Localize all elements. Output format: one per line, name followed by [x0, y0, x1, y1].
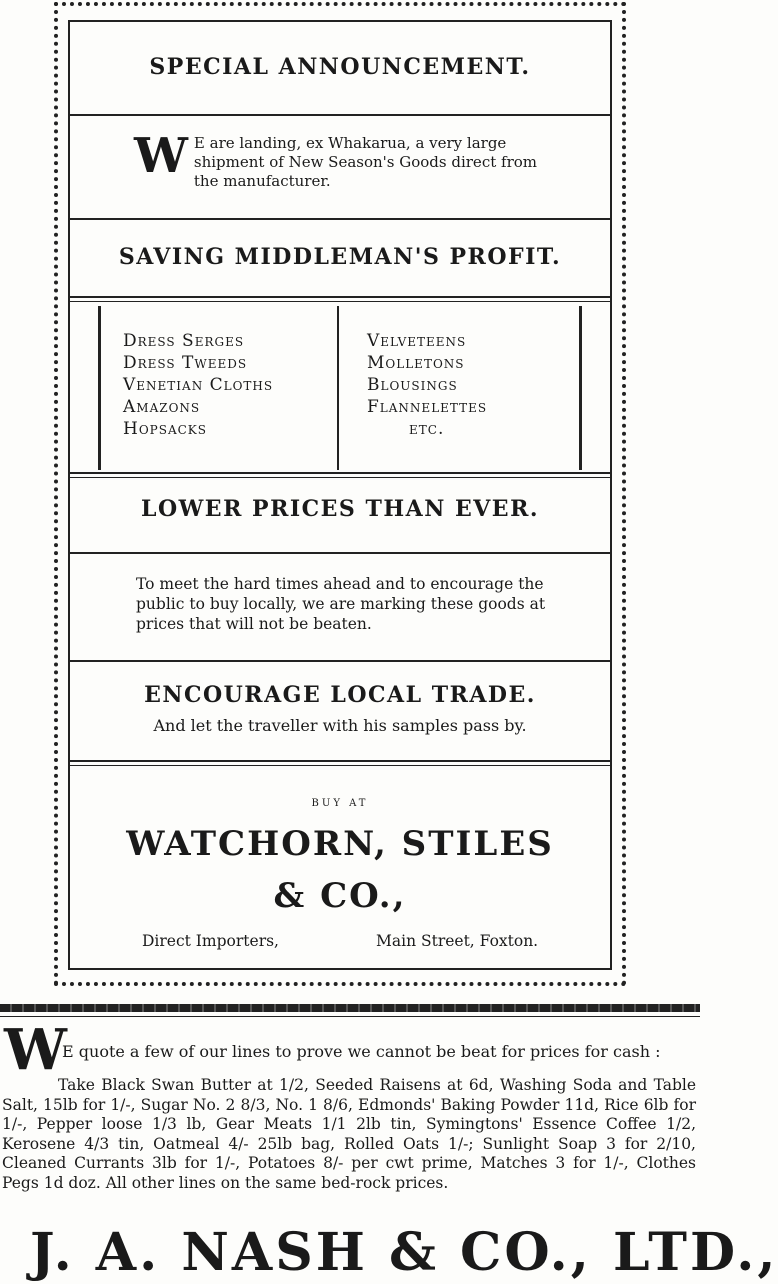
divider-double-rule: [70, 296, 610, 302]
firm-name-line2: & CO.,: [273, 876, 407, 916]
column-separator-line: [0, 1016, 700, 1017]
goods-item: etc.: [409, 419, 445, 439]
goods-item: Velveteens: [367, 331, 467, 351]
nash-firm-name: J. A. NASH & CO., LTD.,: [30, 1222, 778, 1283]
special-announcement-heading: SPECIAL ANNOUNCEMENT.: [149, 54, 531, 80]
lower-prices-paragraph: To meet the hard times ahead and to encourage the public to buy locally, we are marking these goods at prices that will not be beaten.: [136, 575, 546, 633]
advertisement-inner-frame: [68, 20, 612, 970]
column-separator-bar: [0, 1004, 700, 1012]
goods-columns-frame: [98, 306, 582, 470]
watchorn-advertisement: [54, 2, 626, 986]
intro-dropcap: W: [134, 128, 188, 184]
saving-profit-heading: SAVING MIDDLEMAN'S PROFIT.: [118, 244, 562, 270]
buy-at-label: BUY AT: [311, 798, 369, 809]
divider-rule: [70, 660, 610, 662]
divider-double-rule: [70, 760, 610, 766]
goods-item: Dress Tweeds: [123, 353, 248, 373]
column-divider: [337, 306, 339, 470]
goods-list-box: [70, 306, 610, 470]
firm-name-line1: WATCHORN, STILES: [126, 824, 554, 864]
traveller-subheading: And let the traveller with his samples pass by.: [153, 716, 527, 735]
goods-item: Blousings: [367, 375, 458, 395]
address-label: Main Street, Foxton.: [376, 932, 539, 950]
divider-rule: [70, 552, 610, 554]
intro-paragraph: [134, 128, 550, 191]
nash-intro: E quote a few of our lines to prove we cannot be beat for prices for cash :: [62, 1042, 661, 1061]
intro-text: E are landing, ex Whakarua, a very large shipment of New Season's Goods direct from the manufacturer.: [193, 134, 537, 190]
goods-item: Dress Serges: [123, 331, 245, 351]
divider-rule: [70, 114, 610, 116]
encourage-trade-heading: ENCOURAGE LOCAL TRADE.: [144, 682, 536, 708]
nash-dropcap: W: [4, 1017, 67, 1083]
direct-importers-label: Direct Importers,: [142, 932, 279, 950]
divider-double-rule: [70, 472, 610, 478]
divider-rule: [70, 218, 610, 220]
goods-list-right: [367, 330, 487, 440]
lower-prices-heading: LOWER PRICES THAN EVER.: [140, 496, 540, 522]
goods-item: Molletons: [367, 353, 465, 373]
goods-item: Flannelettes: [367, 397, 488, 417]
goods-list-left: [123, 330, 273, 440]
goods-item: Venetian Cloths: [123, 375, 274, 395]
goods-item: Hopsacks: [123, 419, 207, 439]
goods-item: Amazons: [123, 397, 201, 417]
nash-price-list: Take Black Swan Butter at 1/2, Seeded Raisens at 6d, Washing Soda and Table Salt, 15lb for 1/-, Sugar No. 2 8/3, No. 1 8/6, Edmonds' Baking Powder 11d, Rice 6lb for 1/-, Pepper loose 1/3 lb, Gear Meats 1/1 2lb tin, Symingtons' Essence Coffee 1/2, Kerosene 4/3 tin, Oatmeal 4/- 25lb bag, Rolled Oats 1/-; Sunlight Soap 3 for 2/10, Cleaned Currants 3lb for 1/-, Potatoes 8/- per cwt prime, Matches 3 for 1/-, Clothes Pegs 1d doz. All other lines on the same bed-rock prices.: [2, 1076, 696, 1192]
